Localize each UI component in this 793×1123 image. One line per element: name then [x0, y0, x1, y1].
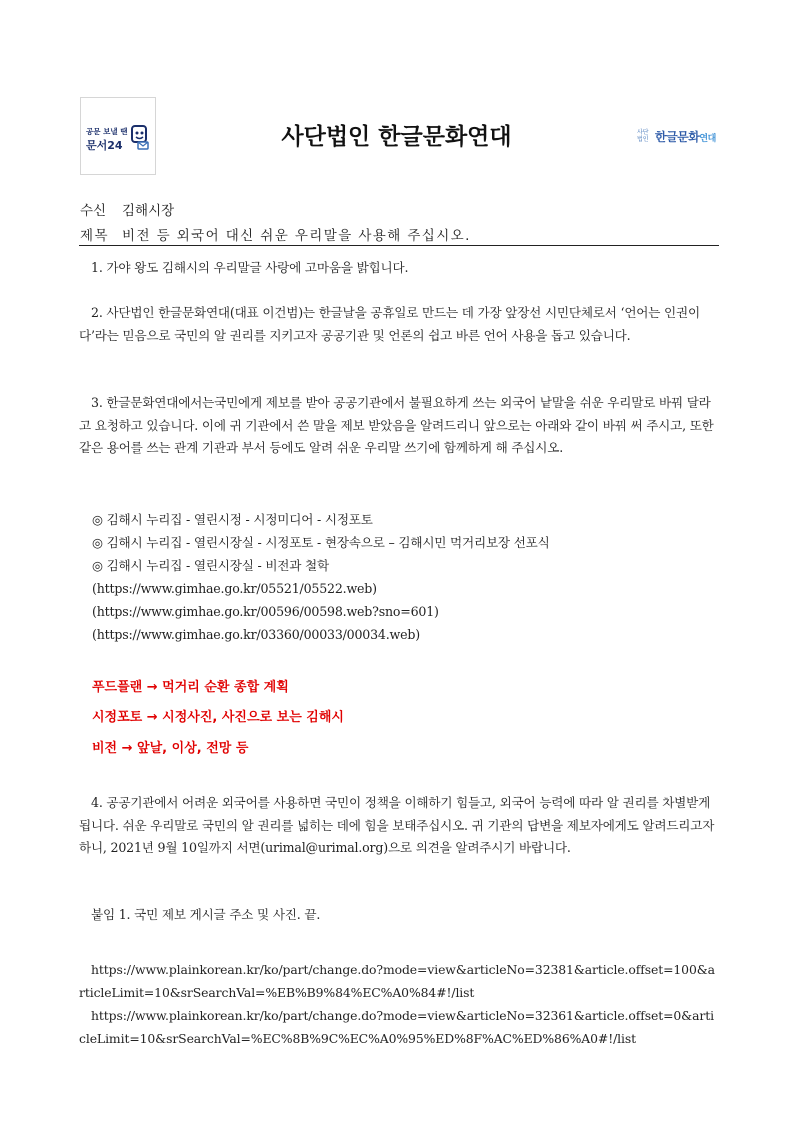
- list-item: (https://www.gimhae.go.kr/05521/05522.web): [92, 581, 377, 596]
- source-list: [92, 508, 550, 646]
- paragraph-3: 3. 한글문화연대에서는국민에게 제보를 받아 공공기관에서 불필요하게 쓰는 외국어 낱말을 쉬운 우리말로 바꿔 달라고 요청하고 있습니다. 이에 귀 기관에서 쓴 말을 제보 받았음을 알려드리니 앞으로는 아래와 같이 바꿔 써 주시고, 또한 같은 용어를 쓰는 관계 기관과 부서 등에도 알려 쉬운 우리말 쓰기에 함께하게 해 주십시오.: [79, 395, 714, 455]
- logo-small-text: 사단법인: [637, 129, 649, 143]
- header-divider: [79, 245, 719, 246]
- subject-line: [80, 224, 471, 244]
- logo-main-text: 한글문화: [655, 129, 700, 144]
- paragraph-4: 4. 공공기관에서 어려운 외국어를 사용하면 국민이 정책을 이해하기 힘들고, 외국어 능력에 따라 알 권리를 차별받게 됩니다. 쉬운 우리말로 국민의 알 권리를 넓히는 데에 힘을 보태주십시오. 귀 기관의 답변을 제보자에게도 알려드리고자 하니, 2021년 9월 10일까지 서면(urimal@urimal.org)으로 의견을 알려주시기 바랍니다.: [79, 795, 715, 855]
- list-item: (https://www.gimhae.go.kr/03360/00033/00034.web): [92, 627, 420, 642]
- subject-label: 제목: [80, 228, 109, 244]
- paragraph-2: 2. 사단법인 한글문화연대(대표 이건범)는 한글날을 공휴일로 만드는 데 가장 앞장선 시민단체로서 ‘언어는 인권이다’라는 믿음으로 국민의 알 권리를 지키고자 공공기관 및 언론의 쉽고 바른 언어 사용을 돕고 있습니다.: [79, 305, 700, 343]
- replacement-item: 푸드플랜 → 먹거리 순환 종합 계획: [92, 680, 289, 695]
- badge-tagline: 공문 보낼 땐: [86, 127, 128, 136]
- document-title: 사단법인 한글문화연대: [281, 124, 512, 150]
- reference-links: [79, 958, 719, 1050]
- reference-link: https://www.plainkorean.kr/ko/part/change.do?mode=view&articleNo=32381&article.offset=100&articleLimit=10&srSearchVal=%EB%B9%84%EC%A0%84#!/list: [79, 962, 715, 1000]
- recipient-value: 김해시장: [122, 203, 175, 219]
- list-item: (https://www.gimhae.go.kr/00596/00598.web?sno=601): [92, 604, 439, 619]
- list-item: ◎ 김해시 누리집 - 열린시장실 - 시정포토 - 현장속으로 – 김해시민 먹거리보장 선포식: [92, 535, 550, 550]
- list-item: ◎ 김해시 누리집 - 열린시장실 - 비전과 철학: [92, 558, 329, 573]
- logo-main: [655, 128, 716, 145]
- badge-name: 문서24: [86, 139, 123, 152]
- recipient-label: 수신: [80, 203, 107, 219]
- replacement-item: 시정포토 → 시정사진, 사진으로 보는 김해시: [92, 710, 344, 725]
- replacement-item: 비전 → 앞날, 이상, 전망 등: [92, 741, 249, 756]
- list-item: ◎ 김해시 누리집 - 열린시정 - 시정미디어 - 시정포토: [92, 512, 373, 527]
- attachment-line: 붙임 1. 국민 제보 게시글 주소 및 사진. 끝.: [91, 907, 321, 922]
- paragraph-1: 1. 가야 왕도 김해시의 우리말글 사랑에 고마움을 밝힙니다.: [91, 260, 409, 275]
- hangul-culture-logo: [637, 125, 716, 147]
- subject-value: 비전 등 외국어 대신 쉬운 우리말을 사용해 주십시오.: [122, 228, 471, 244]
- reference-link: https://www.plainkorean.kr/ko/part/change.do?mode=view&articleNo=32361&article.offset=0&articleLimit=10&srSearchVal=%EC%8B%9C%EC%A0%95%ED%8F%AC%ED%86%A0#!/list: [79, 1008, 714, 1046]
- recipient-line: [80, 199, 174, 219]
- logo-tail-text: 연대: [699, 133, 716, 144]
